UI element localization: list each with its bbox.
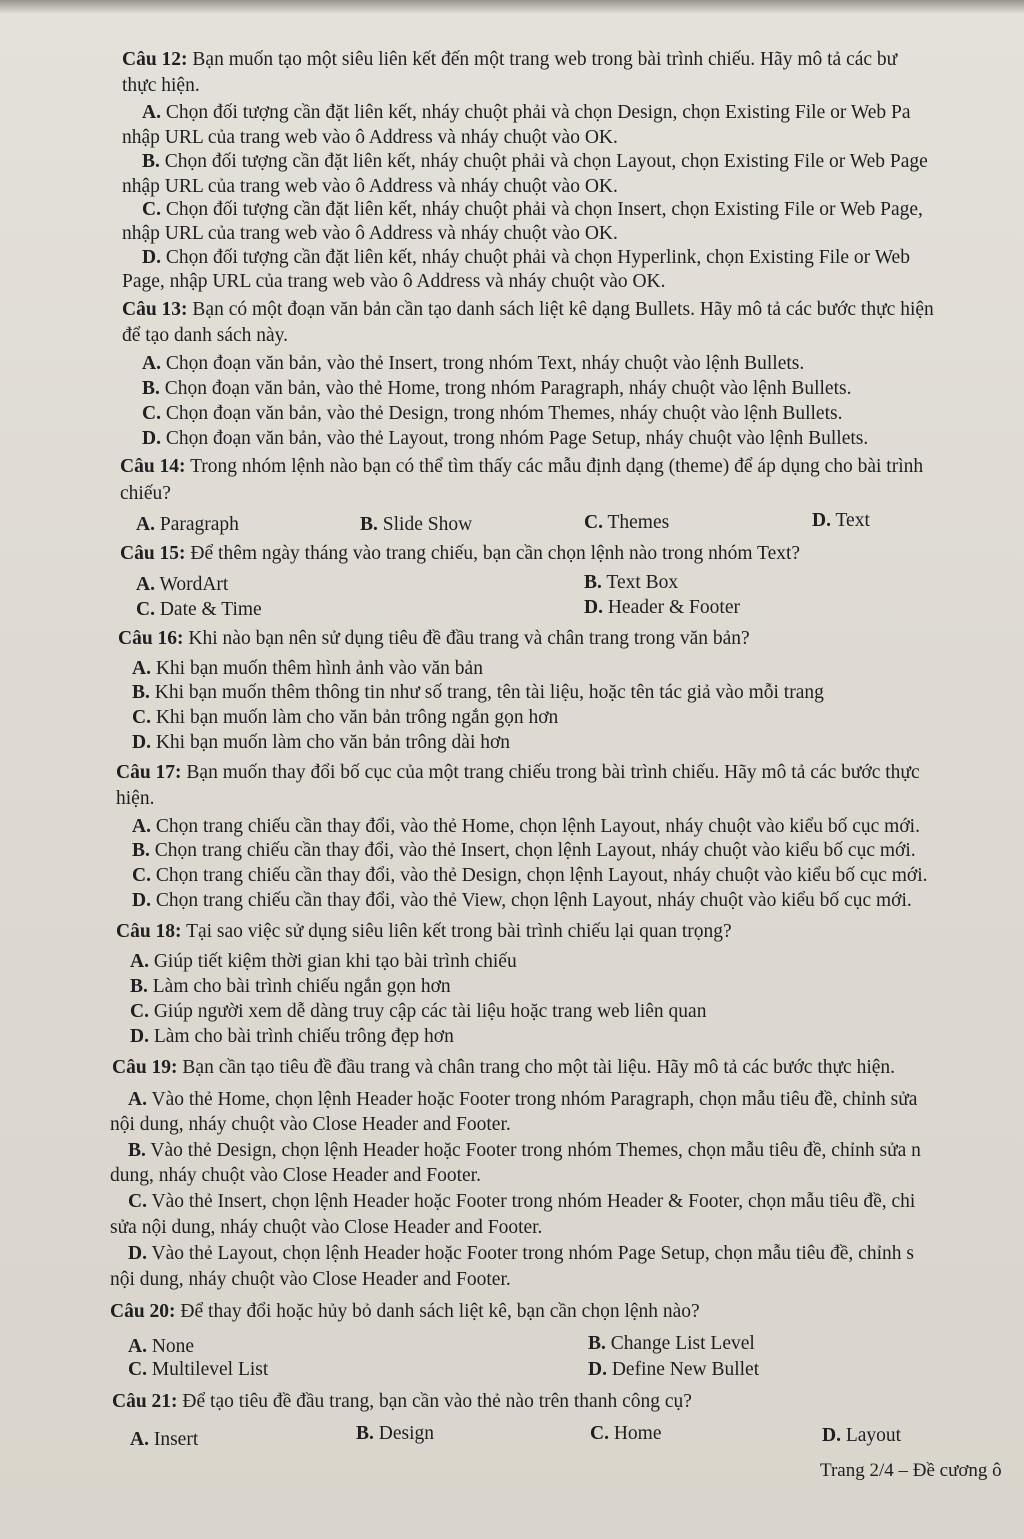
option-letter: D. [142, 428, 161, 449]
answer-option-line [128, 1358, 268, 1382]
answer-option-line [136, 598, 262, 622]
answer-option-line [360, 513, 472, 537]
answer-option-line [132, 681, 824, 705]
answer-option-line [110, 1268, 511, 1292]
question-stem-line [122, 48, 897, 72]
option-text: Layout [840, 1425, 902, 1446]
option-letter: D. [584, 597, 603, 618]
option-text: dung, nháy chuột vào Close Header and Footer. [110, 1165, 481, 1186]
option-text: nhập URL của trang web vào ô Address và nháy chuột vào OK. [122, 223, 618, 244]
option-letter: D. [130, 1026, 149, 1047]
answer-option-line [110, 1164, 481, 1188]
answer-option-line [122, 126, 618, 150]
option-letter: C. [128, 1359, 147, 1380]
option-text: Slide Show [377, 514, 473, 535]
option-text: Text [830, 510, 870, 531]
page-footer: Trang 2/4 – Đề cương ô [820, 1460, 1002, 1481]
question-number: Câu 19: [112, 1057, 178, 1078]
option-text: Change List Level [605, 1333, 755, 1354]
question-text: Để thêm ngày tháng vào trang chiếu, bạn cần chọn lệnh nào trong nhóm Text? [185, 543, 801, 564]
option-letter: A. [132, 816, 151, 837]
option-letter: B. [130, 976, 148, 997]
question-stem-line [122, 298, 934, 322]
option-letter: C. [128, 1191, 147, 1212]
question-stem-line [120, 455, 923, 479]
question-stem-line [110, 1300, 700, 1324]
option-text: Insert [148, 1429, 199, 1450]
answer-option-line [128, 1139, 921, 1163]
answer-option-line [142, 246, 910, 270]
question-number: Câu 20: [110, 1301, 176, 1322]
option-letter: D. [132, 732, 151, 753]
question-number: Câu 18: [116, 921, 182, 942]
question-stem-line [116, 787, 154, 811]
answer-option-line [588, 1332, 755, 1356]
answer-option-line [122, 222, 618, 246]
answer-option-line [132, 657, 483, 681]
option-letter: D. [142, 247, 161, 268]
option-letter: B. [588, 1333, 606, 1354]
option-letter: D. [812, 510, 831, 531]
question-stem-line [122, 324, 288, 348]
answer-option-line [130, 1000, 706, 1024]
answer-option-line [822, 1424, 901, 1448]
option-text: Làm cho bài trình chiếu trông đẹp hơn [148, 1026, 454, 1047]
answer-option-line [130, 1428, 198, 1452]
question-stem-line [116, 920, 732, 944]
option-letter: A. [132, 658, 151, 679]
question-text: chiếu? [120, 483, 171, 504]
option-letter: D. [132, 890, 151, 911]
option-letter: A. [130, 951, 149, 972]
question-text: Bạn muốn thay đổi bố cục của một trang chiếu trong bài trình chiếu. Hãy mô tả các bước thực [181, 762, 920, 783]
option-text: Vào thẻ Home, chọn lệnh Header hoặc Footer trong nhóm Paragraph, chọn mẫu tiêu đề, chỉnh sửa [146, 1089, 918, 1110]
option-text: Giúp tiết kiệm thời gian khi tạo bài trình chiếu [148, 951, 517, 972]
answer-option-line [132, 706, 558, 730]
option-text: Chọn đối tượng cần đặt liên kết, nháy chuột phải và chọn Layout, chọn Existing File or Web Page [159, 151, 928, 172]
option-text: Design [373, 1423, 435, 1444]
option-letter: C. [142, 199, 161, 220]
option-text: Chọn đối tượng cần đặt liên kết, nháy chuột phải và chọn Insert, chọn Existing File or Web Page, [160, 199, 923, 220]
answer-option-line [132, 815, 920, 839]
option-letter: A. [128, 1089, 147, 1110]
question-number: Câu 12: [122, 49, 188, 70]
option-letter: A. [130, 1429, 149, 1450]
question-text: thực hiện. [122, 75, 200, 96]
option-text: Khi bạn muốn làm cho văn bản trông ngắn gọn hơn [150, 707, 559, 728]
option-letter: B. [132, 840, 150, 861]
option-text: Chọn đối tượng cần đặt liên kết, nháy chuột phải và chọn Design, chọn Existing File or Web Pa [160, 102, 911, 123]
answer-option-line [128, 1088, 917, 1112]
answer-option-line [130, 975, 451, 999]
option-text: Chọn đoạn văn bản, vào thẻ Insert, trong nhóm Text, nháy chuột vào lệnh Bullets. [160, 353, 805, 374]
option-text: nội dung, nháy chuột vào Close Header and Footer. [110, 1114, 511, 1135]
question-text: hiện. [116, 788, 155, 809]
option-text: Chọn trang chiếu cần thay đổi, vào thẻ Insert, chọn lệnh Layout, nháy chuột vào kiểu bố cục mới. [149, 840, 916, 861]
option-text: Date & Time [154, 599, 262, 620]
answer-option-line [584, 571, 678, 595]
question-stem-line [120, 482, 171, 506]
option-letter: A. [142, 102, 161, 123]
answer-option-line [122, 175, 618, 199]
answer-option-line [356, 1422, 434, 1446]
option-text: Khi bạn muốn thêm hình ảnh vào văn bản [150, 658, 483, 679]
option-text: Header & Footer [602, 597, 740, 618]
option-letter: D. [128, 1243, 147, 1264]
option-text: Chọn trang chiếu cần thay đổi, vào thẻ View, chọn lệnh Layout, nháy chuột vào kiểu bố cục mới. [150, 890, 912, 911]
option-letter: C. [132, 707, 151, 728]
option-letter: B. [142, 378, 160, 399]
option-letter: B. [128, 1140, 146, 1161]
question-text: Trong nhóm lệnh nào bạn có thể tìm thấy các mẫu định dạng (theme) để áp dụng cho bài trình [185, 456, 924, 477]
answer-option-line [128, 1335, 194, 1359]
option-letter: A. [142, 353, 161, 374]
answer-option-line [142, 402, 842, 426]
question-stem-line [112, 1390, 692, 1414]
question-stem-line [122, 74, 200, 98]
answer-option-line [142, 427, 868, 451]
option-letter: C. [136, 599, 155, 620]
question-text: Bạn có một đoạn văn bản cần tạo danh sách liệt kê dạng Bullets. Hãy mô tả các bước thực hiện [187, 299, 934, 320]
question-number: Câu 21: [112, 1391, 178, 1412]
question-text: Tại sao việc sử dụng siêu liên kết trong bài trình chiếu lại quan trọng? [181, 921, 732, 942]
option-letter: C. [130, 1001, 149, 1022]
question-number: Câu 15: [120, 543, 186, 564]
page-edge-shadow [0, 0, 1024, 14]
question-stem-line [120, 542, 800, 566]
answer-option-line [142, 198, 923, 222]
option-text: Themes [602, 512, 670, 533]
option-text: Chọn đối tượng cần đặt liên kết, nháy chuột phải và chọn Hyperlink, chọn Existing File or Web [160, 247, 910, 268]
question-stem-line [116, 761, 920, 785]
option-text: Chọn trang chiếu cần thay đổi, vào thẻ Home, chọn lệnh Layout, nháy chuột vào kiểu bố cục mới. [150, 816, 920, 837]
option-text: Multilevel List [146, 1359, 269, 1380]
option-letter: A. [136, 574, 155, 595]
question-stem-line [112, 1056, 895, 1080]
option-text: Chọn trang chiếu cần thay đổi, vào thẻ Design, chọn lệnh Layout, nháy chuột vào kiểu bố cục mới. [150, 865, 928, 886]
option-text: Khi bạn muốn thêm thông tin như số trang, tên tài liệu, hoặc tên tác giả vào mỗi trang [149, 682, 824, 703]
option-text: Chọn đoạn văn bản, vào thẻ Design, trong nhóm Themes, nháy chuột vào lệnh Bullets. [160, 403, 843, 424]
answer-option-line [128, 1190, 915, 1214]
option-letter: B. [356, 1423, 374, 1444]
option-text: Làm cho bài trình chiếu ngắn gọn hơn [147, 976, 451, 997]
option-text: Chọn đoạn văn bản, vào thẻ Home, trong nhóm Paragraph, nháy chuột vào lệnh Bullets. [159, 378, 852, 399]
answer-option-line [122, 270, 666, 294]
question-text: Bạn muốn tạo một siêu liên kết đến một trang web trong bài trình chiếu. Hãy mô tả các bư [187, 49, 898, 70]
answer-option-line [584, 596, 740, 620]
option-text: Giúp người xem dễ dàng truy cập các tài liệu hoặc trang web liên quan [148, 1001, 707, 1022]
option-text: Text Box [601, 572, 679, 593]
option-text: Vào thẻ Insert, chọn lệnh Header hoặc Footer trong nhóm Header & Footer, chọn mẫu tiêu đề, chi [146, 1191, 916, 1212]
question-text: Để tạo tiêu đề đầu trang, bạn cần vào thẻ nào trên thanh công cụ? [177, 1391, 692, 1412]
option-text: Chọn đoạn văn bản, vào thẻ Layout, trong nhóm Page Setup, nháy chuột vào lệnh Bullets. [160, 428, 869, 449]
option-letter: C. [584, 512, 603, 533]
option-letter: A. [136, 514, 155, 535]
question-stem-line [118, 627, 750, 651]
answer-option-line [590, 1422, 662, 1446]
question-number: Câu 14: [120, 456, 186, 477]
question-text: để tạo danh sách này. [122, 325, 289, 346]
answer-option-line [110, 1216, 542, 1240]
answer-option-line [132, 864, 928, 888]
option-text: Vào thẻ Layout, chọn lệnh Header hoặc Footer trong nhóm Page Setup, chọn mẫu tiêu đề, chỉnh s [146, 1243, 914, 1264]
option-text: Paragraph [154, 514, 239, 535]
answer-option-line [132, 889, 912, 913]
option-text: nội dung, nháy chuột vào Close Header and Footer. [110, 1269, 511, 1290]
option-text: Page, nhập URL của trang web vào ô Address và nháy chuột vào OK. [122, 271, 666, 292]
answer-option-line [142, 352, 804, 376]
answer-option-line [142, 150, 928, 174]
option-text: WordArt [154, 574, 229, 595]
option-letter: A. [128, 1336, 147, 1357]
answer-option-line [132, 839, 916, 863]
answer-option-line [142, 101, 911, 125]
answer-option-line [110, 1113, 511, 1137]
question-text: Khi nào bạn nên sử dụng tiêu đề đầu trang và chân trang trong văn bản? [183, 628, 750, 649]
question-number: Câu 17: [116, 762, 182, 783]
answer-option-line [130, 950, 517, 974]
option-text: Define New Bullet [606, 1359, 760, 1380]
option-letter: C. [590, 1423, 609, 1444]
answer-option-line [132, 731, 510, 755]
option-letter: D. [588, 1359, 607, 1380]
question-number: Câu 13: [122, 299, 188, 320]
option-text: None [146, 1336, 195, 1357]
option-letter: C. [142, 403, 161, 424]
answer-option-line [588, 1358, 759, 1382]
option-text: nhập URL của trang web vào ô Address và nháy chuột vào OK. [122, 176, 618, 197]
option-text: sửa nội dung, nháy chuột vào Close Header and Footer. [110, 1217, 543, 1238]
answer-option-line [130, 1025, 454, 1049]
option-text: Khi bạn muốn làm cho văn bản trông dài hơn [150, 732, 511, 753]
question-text: Để thay đổi hoặc hủy bỏ danh sách liệt kê, bạn cần chọn lệnh nào? [175, 1301, 700, 1322]
question-number: Câu 16: [118, 628, 184, 649]
option-letter: B. [132, 682, 150, 703]
option-text: nhập URL của trang web vào ô Address và nháy chuột vào OK. [122, 127, 618, 148]
option-letter: B. [584, 572, 602, 593]
answer-option-line [142, 377, 851, 401]
option-letter: D. [822, 1425, 841, 1446]
option-letter: B. [142, 151, 160, 172]
option-letter: B. [360, 514, 378, 535]
answer-option-line [812, 509, 870, 533]
option-text: Vào thẻ Design, chọn lệnh Header hoặc Footer trong nhóm Themes, chọn mẫu tiêu đề, chỉnh sửa n [145, 1140, 921, 1161]
answer-option-line [136, 573, 228, 597]
option-text: Home [608, 1423, 662, 1444]
option-letter: C. [132, 865, 151, 886]
answer-option-line [128, 1242, 914, 1266]
answer-option-line [136, 513, 239, 537]
answer-option-line [584, 511, 669, 535]
question-text: Bạn cần tạo tiêu đề đầu trang và chân trang cho một tài liệu. Hãy mô tả các bước thực hiện. [177, 1057, 896, 1078]
